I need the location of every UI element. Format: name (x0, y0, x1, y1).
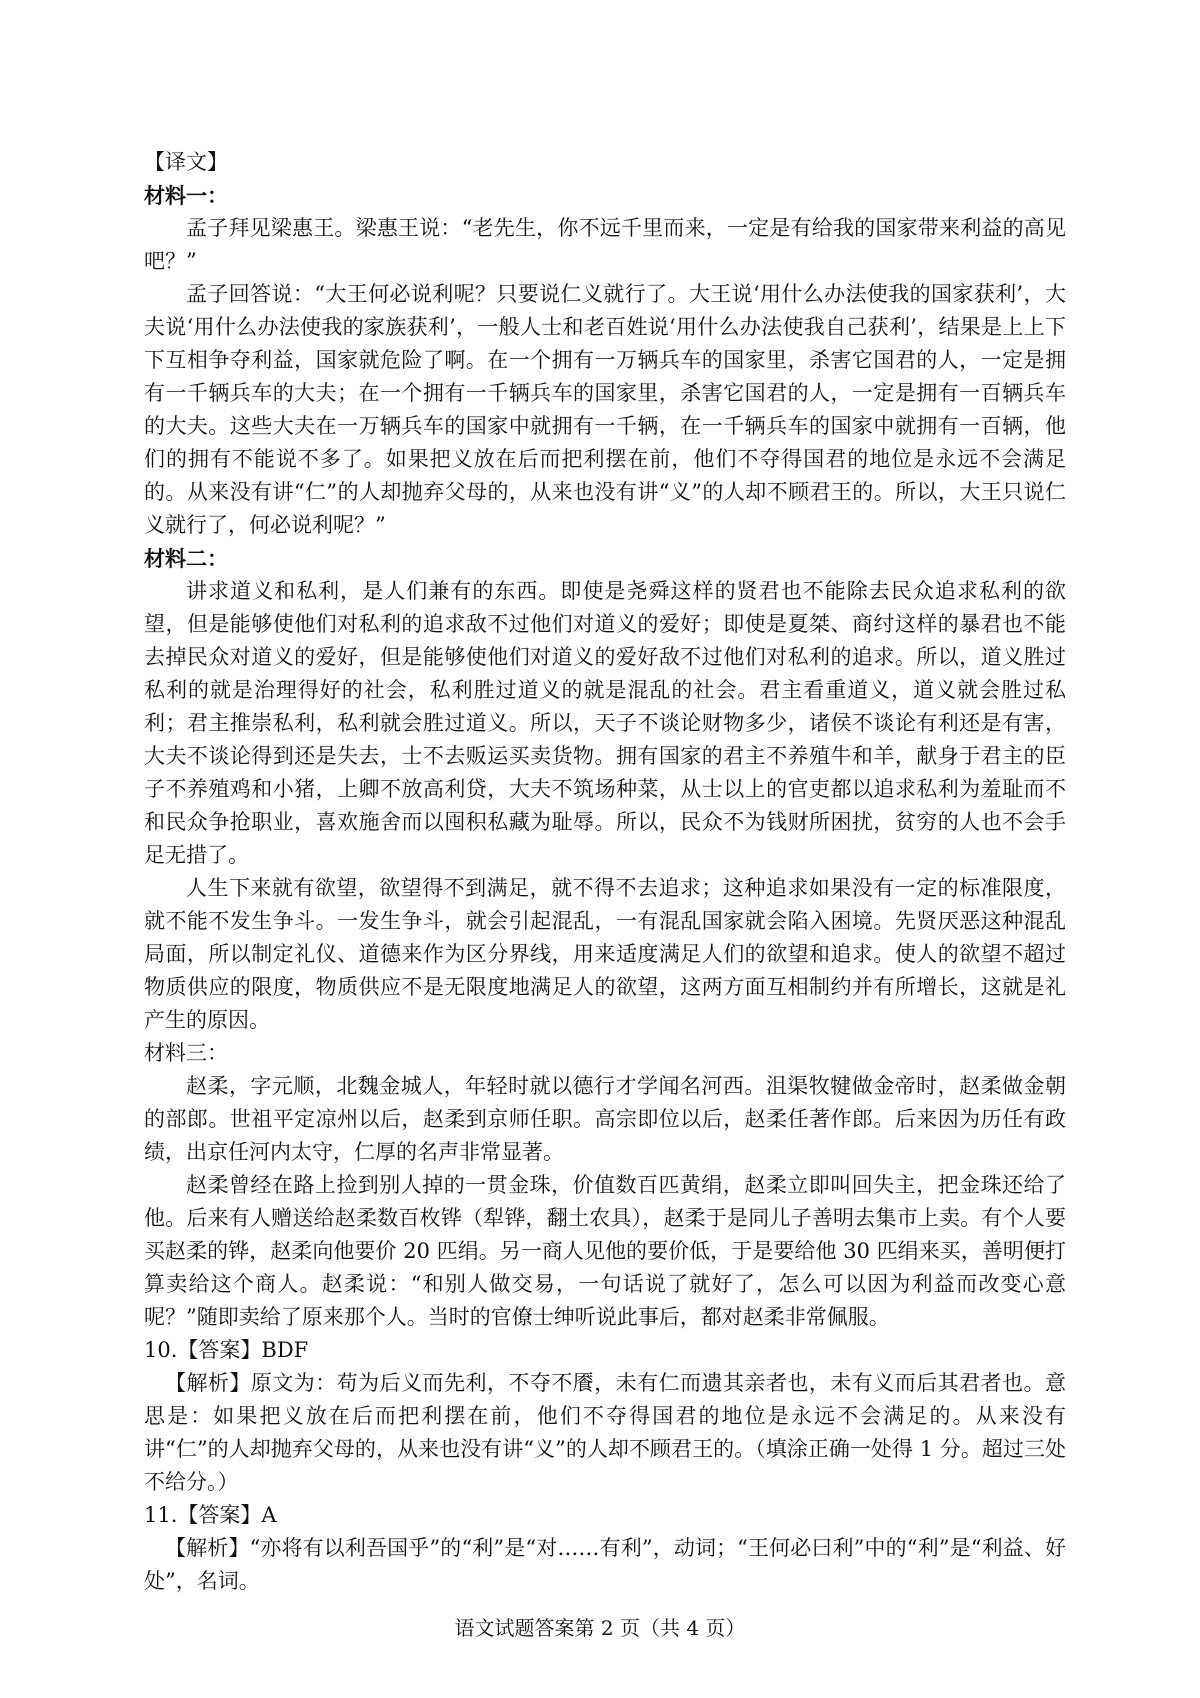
document-body (144, 146, 1066, 1598)
material3-label: 材料三： (144, 1041, 228, 1065)
material3-paragraph-2: 赵柔曾经在路上捡到别人掉的一贯金珠，价值数百匹黄绢，赵柔立即叫回失主，把金珠还给了他。后来有人赠送给赵柔数百枚铧（犁铧，翻土农具），赵柔于是同儿子善明去集市上卖。有个人要买赵柔的铧，赵柔向他要价 20 匹绢。另一商人见他的要价低，于是要给他 30 匹绢来买，善明便打算卖给这个商人。赵柔说：“和别人做交易，一句话说了就好了，怎么可以因为利益而改变心意呢？”随即卖给了原来那个人。当时的官僚士绅听说此事后，都对赵柔非常佩服。 (144, 1173, 1066, 1329)
material2-paragraph-2: 人生下来就有欲望，欲望得不到满足，就不得不去追求；这种追求如果没有一定的标准限度，就不能不发生争斗。一发生争斗，就会引起混乱，一有混乱国家就会陷入困境。先贤厌恶这种混乱局面，所以制定礼仪、道德来作为区分界线，用来适度满足人们的欲望和追求。使人的欲望不超过物质供应的限度，物质供应不是无限度地满足人的欲望，这两方面互相制约并有所增长，这就是礼产生的原因。 (144, 876, 1066, 1032)
q11-analysis: 【解析】“亦将有以利吾国乎”的“利”是“对……有利”，动词；“王何必曰利”中的“利”是“利益、好处”，名词。 (144, 1536, 1066, 1593)
material1-label: 材料一： (144, 183, 228, 208)
q10-answer: 10.【答案】BDF (144, 1338, 309, 1362)
material1-paragraph-1: 孟子拜见梁惠王。梁惠王说：“老先生，你不远千里而来，一定是有给我的国家带来利益的高见吧？” (144, 216, 1066, 273)
material1-paragraph-2: 孟子回答说：“大王何必说利呢？只要说仁义就行了。大王说‘用什么办法使我的国家获利’，大夫说‘用什么办法使我的家族获利’，一般人士和老百姓说‘用什么办法使我自己获利’，结果是上上下下互相争夺利益，国家就危险了啊。在一个拥有一万辆兵车的国家里，杀害它国君的人，一定是拥有一千辆兵车的大夫；在一个拥有一千辆兵车的国家里，杀害它国君的人，一定是拥有一百辆兵车的大夫。这些大夫在一万辆兵车的国家中就拥有一千辆，在一千辆兵车的国家中就拥有一百辆，他们的拥有不能说不多了。如果把义放在后而把利摆在前，他们不夺得国君的地位是永远不会满足的。从来没有讲“仁”的人却抛弃父母的，从来也没有讲“义”的人却不顾君王的。所以，大王只说仁义就行了，何必说利呢？” (144, 282, 1066, 537)
q11-answer: 11.【答案】A (144, 1503, 277, 1527)
material2-label: 材料二： (144, 546, 228, 571)
material2-paragraph-1: 讲求道义和私利，是人们兼有的东西。即使是尧舜这样的贤君也不能除去民众追求私利的欲望，但是能够使他们对私利的追求敌不过他们对道义的爱好；即使是夏桀、商纣这样的暴君也不能去掉民众对道义的爱好，但是能够使他们对道义的爱好敌不过他们对私利的追求。所以，道义胜过私利的就是治理得好的社会，私利胜过道义的就是混乱的社会。君主看重道义，道义就会胜过私利；君主推崇私利，私利就会胜过道义。所以，天子不谈论财物多少，诸侯不谈论有利还是有害，大夫不谈论得到还是失去，士不去贩运买卖货物。拥有国家的君主不养殖牛和羊，献身于君主的臣子不养殖鸡和小猪，上卿不放高利贷，大夫不筑场种菜，从士以上的官吏都以追求私利为羞耻而不和民众争抢职业，喜欢施舍而以囤积私藏为耻辱。所以，民众不为钱财所困扰，贫穷的人也不会手足无措了。 (144, 579, 1066, 867)
section-title: 【译文】 (144, 150, 228, 174)
page-footer: 语文试题答案第 2 页（共 4 页） (454, 1616, 746, 1640)
material3-paragraph-1: 赵柔，字元顺，北魏金城人，年轻时就以德行才学闻名河西。沮渠牧犍做金帝时，赵柔做金朝的部郎。世祖平定凉州以后，赵柔到京师任职。高宗即位以后，赵柔任著作郎。后来因为历任有政绩，出京任河内太守，仁厚的名声非常显著。 (144, 1074, 1066, 1164)
q10-analysis: 【解析】原文为：苟为后义而先利，不夺不餍，未有仁而遗其亲者也，未有义而后其君者也。意思是：如果把义放在后而把利摆在前，他们不夺得国君的地位是永远不会满足的。从来没有讲“仁”的人却抛弃父母的，从来也没有讲“义”的人却不顾君王的。（填涂正确一处得 1 分。超过三处不给分。） (144, 1371, 1066, 1494)
